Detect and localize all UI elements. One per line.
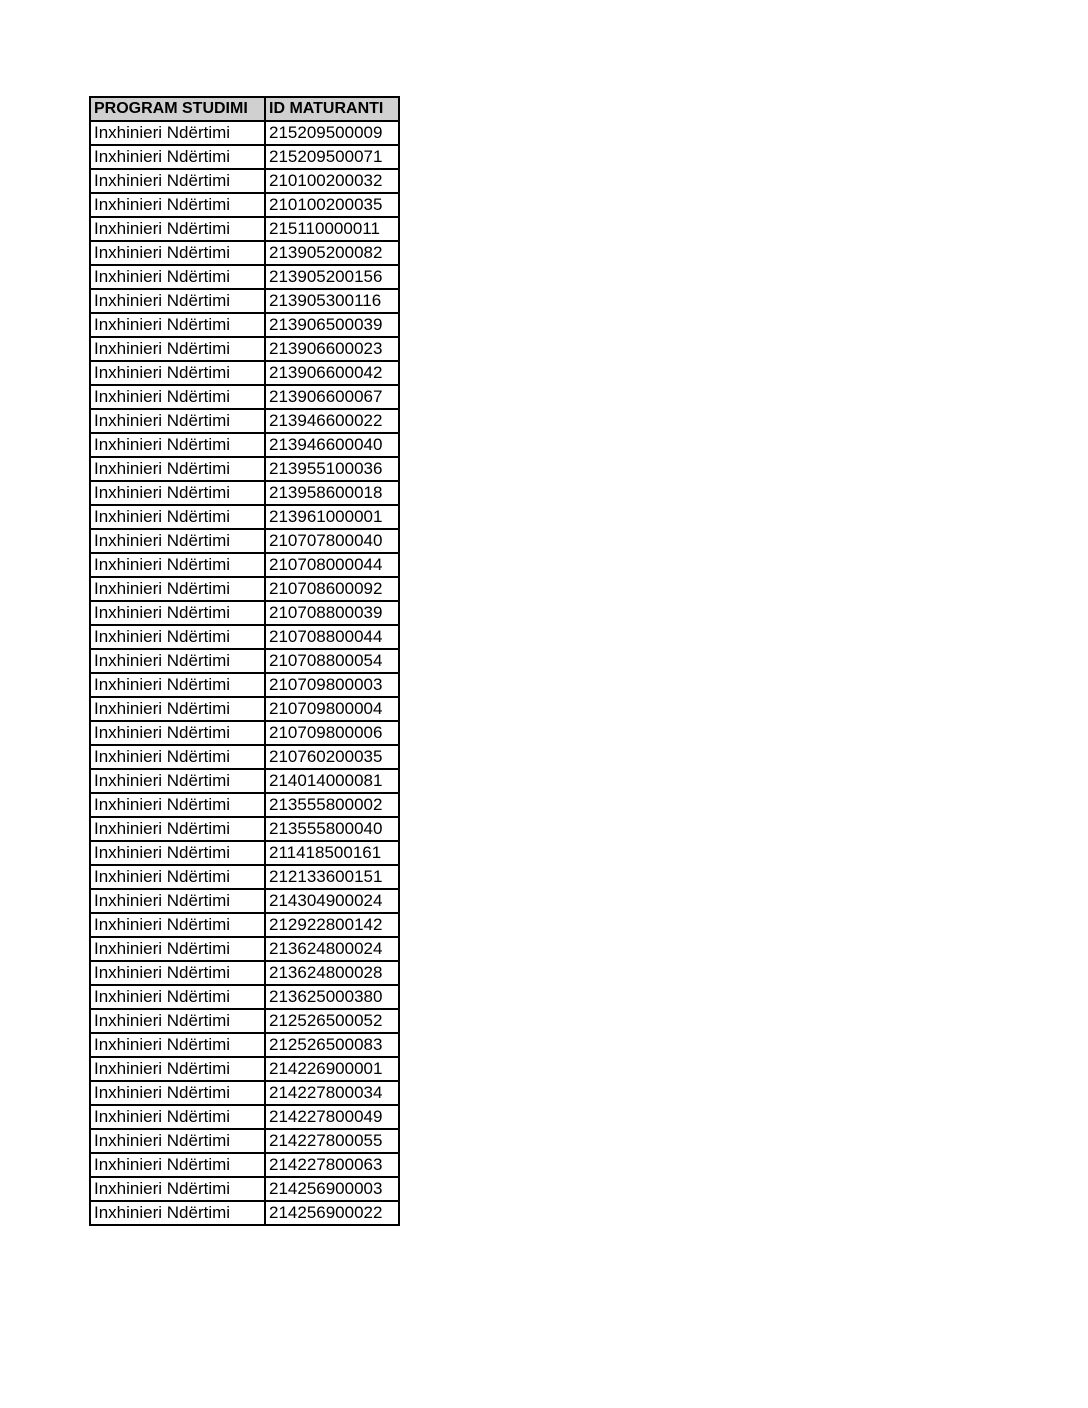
cell-id: 213906600042 [265, 361, 399, 385]
table-row [90, 937, 399, 961]
cell-program: Inxhinieri Ndërtimi [90, 217, 265, 241]
table-row [90, 1129, 399, 1153]
cell-id: 214256900022 [265, 1201, 399, 1225]
cell-program: Inxhinieri Ndërtimi [90, 1081, 265, 1105]
cell-program: Inxhinieri Ndërtimi [90, 673, 265, 697]
cell-program: Inxhinieri Ndërtimi [90, 145, 265, 169]
cell-program: Inxhinieri Ndërtimi [90, 841, 265, 865]
cell-id: 213624800024 [265, 937, 399, 961]
cell-program: Inxhinieri Ndërtimi [90, 1009, 265, 1033]
cell-program: Inxhinieri Ndërtimi [90, 1201, 265, 1225]
cell-program: Inxhinieri Ndërtimi [90, 313, 265, 337]
table-row [90, 841, 399, 865]
table-row [90, 409, 399, 433]
cell-program: Inxhinieri Ndërtimi [90, 985, 265, 1009]
cell-program: Inxhinieri Ndërtimi [90, 505, 265, 529]
cell-id: 210708800054 [265, 649, 399, 673]
cell-program: Inxhinieri Ndërtimi [90, 1177, 265, 1201]
cell-program: Inxhinieri Ndërtimi [90, 361, 265, 385]
cell-id: 213961000001 [265, 505, 399, 529]
table-row [90, 265, 399, 289]
cell-program: Inxhinieri Ndërtimi [90, 889, 265, 913]
cell-id: 215110000011 [265, 217, 399, 241]
cell-program: Inxhinieri Ndërtimi [90, 769, 265, 793]
table-row [90, 769, 399, 793]
cell-id: 210709800004 [265, 697, 399, 721]
cell-program: Inxhinieri Ndërtimi [90, 433, 265, 457]
table-row [90, 1177, 399, 1201]
table-row [90, 697, 399, 721]
table-row [90, 985, 399, 1009]
table-row [90, 481, 399, 505]
cell-program: Inxhinieri Ndërtimi [90, 121, 265, 145]
table-row [90, 1057, 399, 1081]
cell-id: 213946600022 [265, 409, 399, 433]
table-row [90, 721, 399, 745]
cell-id: 210708800044 [265, 625, 399, 649]
cell-program: Inxhinieri Ndërtimi [90, 289, 265, 313]
cell-id: 214304900024 [265, 889, 399, 913]
cell-id: 212526500052 [265, 1009, 399, 1033]
cell-id: 210708600092 [265, 577, 399, 601]
cell-id: 214227800055 [265, 1129, 399, 1153]
cell-id: 210707800040 [265, 529, 399, 553]
table-row [90, 889, 399, 913]
cell-program: Inxhinieri Ndërtimi [90, 793, 265, 817]
cell-id: 212922800142 [265, 913, 399, 937]
students-table [89, 96, 400, 1226]
cell-id: 213958600018 [265, 481, 399, 505]
cell-id: 214014000081 [265, 769, 399, 793]
cell-program: Inxhinieri Ndërtimi [90, 265, 265, 289]
cell-id: 214226900001 [265, 1057, 399, 1081]
cell-program: Inxhinieri Ndërtimi [90, 961, 265, 985]
table-row [90, 361, 399, 385]
table-row [90, 241, 399, 265]
cell-program: Inxhinieri Ndërtimi [90, 1057, 265, 1081]
table-row [90, 169, 399, 193]
cell-program: Inxhinieri Ndërtimi [90, 721, 265, 745]
table-row [90, 793, 399, 817]
cell-id: 210708800039 [265, 601, 399, 625]
cell-id: 215209500071 [265, 145, 399, 169]
cell-program: Inxhinieri Ndërtimi [90, 937, 265, 961]
cell-id: 213906600023 [265, 337, 399, 361]
cell-program: Inxhinieri Ndërtimi [90, 1129, 265, 1153]
cell-program: Inxhinieri Ndërtimi [90, 697, 265, 721]
table-row [90, 1081, 399, 1105]
cell-program: Inxhinieri Ndërtimi [90, 169, 265, 193]
cell-id: 213624800028 [265, 961, 399, 985]
table-row [90, 385, 399, 409]
cell-program: Inxhinieri Ndërtimi [90, 865, 265, 889]
table-header-row [90, 97, 399, 121]
cell-program: Inxhinieri Ndërtimi [90, 745, 265, 769]
cell-id: 211418500161 [265, 841, 399, 865]
cell-id: 213625000380 [265, 985, 399, 1009]
cell-id: 210100200035 [265, 193, 399, 217]
cell-program: Inxhinieri Ndërtimi [90, 241, 265, 265]
table-row [90, 121, 399, 145]
cell-program: Inxhinieri Ndërtimi [90, 649, 265, 673]
table-row [90, 1153, 399, 1177]
cell-program: Inxhinieri Ndërtimi [90, 385, 265, 409]
cell-id: 213946600040 [265, 433, 399, 457]
cell-program: Inxhinieri Ndërtimi [90, 1105, 265, 1129]
table-row [90, 1033, 399, 1057]
cell-program: Inxhinieri Ndërtimi [90, 1033, 265, 1057]
cell-id: 210100200032 [265, 169, 399, 193]
cell-id: 214227800063 [265, 1153, 399, 1177]
cell-id: 213905200156 [265, 265, 399, 289]
header-program: PROGRAM STUDIMI [90, 97, 265, 121]
table-row [90, 529, 399, 553]
cell-id: 210709800003 [265, 673, 399, 697]
cell-program: Inxhinieri Ndërtimi [90, 193, 265, 217]
cell-id: 213905300116 [265, 289, 399, 313]
cell-id: 213555800040 [265, 817, 399, 841]
table-row [90, 1105, 399, 1129]
cell-program: Inxhinieri Ndërtimi [90, 337, 265, 361]
table-row [90, 1201, 399, 1225]
cell-program: Inxhinieri Ndërtimi [90, 409, 265, 433]
cell-program: Inxhinieri Ndërtimi [90, 913, 265, 937]
cell-program: Inxhinieri Ndërtimi [90, 625, 265, 649]
table-row [90, 1009, 399, 1033]
table-row [90, 817, 399, 841]
cell-id: 215209500009 [265, 121, 399, 145]
cell-id: 213906500039 [265, 313, 399, 337]
table-row [90, 553, 399, 577]
table-row [90, 649, 399, 673]
cell-id: 214256900003 [265, 1177, 399, 1201]
cell-id: 213906600067 [265, 385, 399, 409]
table-row [90, 457, 399, 481]
cell-id: 212133600151 [265, 865, 399, 889]
table-row [90, 217, 399, 241]
cell-id: 214227800049 [265, 1105, 399, 1129]
table-row [90, 601, 399, 625]
header-id: ID MATURANTI [265, 97, 399, 121]
table-row [90, 577, 399, 601]
cell-id: 212526500083 [265, 1033, 399, 1057]
cell-program: Inxhinieri Ndërtimi [90, 457, 265, 481]
cell-id: 213955100036 [265, 457, 399, 481]
table-row [90, 145, 399, 169]
cell-program: Inxhinieri Ndërtimi [90, 577, 265, 601]
cell-program: Inxhinieri Ndërtimi [90, 553, 265, 577]
table-row [90, 505, 399, 529]
cell-id: 213555800002 [265, 793, 399, 817]
table-row [90, 745, 399, 769]
cell-program: Inxhinieri Ndërtimi [90, 481, 265, 505]
table-body [90, 121, 399, 1225]
cell-program: Inxhinieri Ndërtimi [90, 601, 265, 625]
table-row [90, 433, 399, 457]
table-row [90, 313, 399, 337]
table-row [90, 193, 399, 217]
cell-program: Inxhinieri Ndërtimi [90, 1153, 265, 1177]
table-row [90, 913, 399, 937]
table-row [90, 961, 399, 985]
cell-id: 213905200082 [265, 241, 399, 265]
cell-id: 210709800006 [265, 721, 399, 745]
table-row [90, 865, 399, 889]
table-row [90, 337, 399, 361]
cell-id: 210760200035 [265, 745, 399, 769]
cell-program: Inxhinieri Ndërtimi [90, 817, 265, 841]
table-row [90, 673, 399, 697]
cell-id: 214227800034 [265, 1081, 399, 1105]
cell-id: 210708000044 [265, 553, 399, 577]
table-row [90, 289, 399, 313]
cell-program: Inxhinieri Ndërtimi [90, 529, 265, 553]
table-row [90, 625, 399, 649]
